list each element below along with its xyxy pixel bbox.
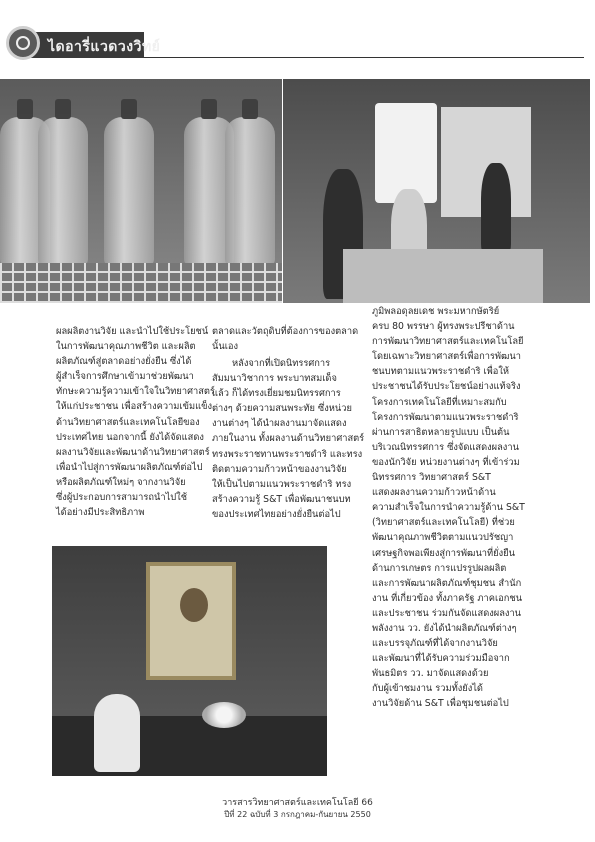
text-line: แล้ว ก็ได้ทรงเยี่ยมชมนิทรรศการ [212,388,341,400]
text-line: ประเทศไทย นอกจากนี้ ยังได้จัดแสดง [56,431,204,443]
bottle-shape [38,117,88,267]
text-line: ความสำเร็จในการนำความรู้ด้าน S&T [372,502,525,514]
article-column-mid-body [212,356,365,522]
text-line: และประชาชน ร่วมกันจัดแสดงผลงาน [372,607,522,619]
text-line: ของนักวิจัย หน่วยงานต่างๆ ที่เข้าร่วม [372,456,520,468]
bottle-shape [104,117,154,267]
text-line: ผลงานวิจัยและพัฒนาด้านวิทยาศาสตร์ [56,446,210,458]
text-line: ผ่านการสาธิตหลายรูปแบบ เป็นต้น [372,426,510,438]
text-line: นิทรรศการ วิทยาศาสตร์ S&T [372,472,491,484]
text-line: ภูมิพลอดุลยเดช พระมหากษัตริย์ [372,306,500,317]
text-line: งานต่างๆ ได้นำผลงานมาจัดแสดง [212,418,347,430]
text-line: ผลผลิตงานวิจัย และนำไปใช้ประโยชน์ [56,326,209,337]
text-line: ให้เป็นไปตามแนวพระราชดำริ ทรง [212,478,352,490]
text-line: พัฒนาคุณภาพชีวิตตามแนวปรัชญา [372,532,514,544]
portrait-figure [180,588,208,622]
text-line: โดยเฉพาะวิทยาศาสตร์เพื่อการพัฒนา [372,351,522,363]
photo-bottles [0,79,282,303]
text-line: ผลิตภัณฑ์สู่ตลาดอย่างยั่งยืน ซึ่งได้ [56,356,192,368]
section-header-emblem-icon [6,26,40,60]
text-line: งาน ที่เกี่ยวข้อง ทั้งภาครัฐ ภาคเอกชน [372,592,523,604]
text-line: (วิทยาศาสตร์และเทคโนโลยี) ที่ช่วย [372,517,515,529]
issue-info: ปีที่ 22 ฉบับที่ 3 กรกฎาคม-กันยายน 2550 [224,810,371,819]
text-line: ทรงพระราชทานพระราชดำริ และทรง [212,448,363,460]
text-line: ทักษะความรู้ความเข้าใจในวิทยาศาสตร์ [56,386,215,398]
text-line: ในการพัฒนาคุณภาพชีวิต และผลิต [56,341,196,353]
text-line: งานวิจัยด้าน S&T เพื่อชุมชนต่อไป [372,698,509,710]
bottle-shape [225,117,275,267]
text-line: แสดงผลงานความก้าวหน้าด้าน [372,487,496,499]
text-line: พันธมิตร วว. มาจัดแสดงด้วย [372,668,489,680]
text-line: ประชาชนได้รับประโยชน์อย่างแท้จริง [372,381,521,393]
lamp-shape [375,103,437,203]
photo-portrait-guestbook [52,546,327,776]
text-line: เพื่อนำไปสู่การพัฒนาผลิตภัณฑ์ต่อไป [56,461,203,473]
section-title: ไดอารี่แวดวงวิทย์ [48,39,161,55]
text-line: สร้างความรู้ S&T เพื่อพัฒนาชนบท [212,493,351,505]
text-line: นั้นเอง [212,341,239,353]
text-line: ภายในงาน ทั้งผลงานด้านวิทยาศาสตร์ [212,433,365,445]
photo-exhibition-booth [283,79,590,303]
text-line: ด้านการเกษตร การแปรรูปผลผลิต [372,562,507,574]
text-line: หรือผลิตภัณฑ์ใหม่ๆ จากงานวิจัย [56,476,186,488]
text-line: สัมมนาวิชาการ พระบาทสมเด็จ [212,373,337,385]
text-line: ผู้สำเร็จการศึกษาเข้ามาช่วยพัฒนา [56,371,194,383]
wire-rack [0,263,282,303]
text-line: และพัฒนาที่ได้รับความร่วมมือจาก [372,653,510,665]
text-line: และการพัฒนาผลิตภัณฑ์ชุมชน สำนัก [372,577,522,589]
article-column-right [372,304,532,712]
text-line: การพัฒนาวิทยาศาสตร์และเทคโนโลยี [372,336,524,348]
article-column-mid-top [212,324,359,354]
text-line: ของประเทศไทยอย่างยั่งยืนต่อไป [212,508,341,520]
text-line: ติดตามความก้าวหน้าของงานวิจัย [212,463,347,475]
text-line: ได้อย่างมีประสิทธิภาพ [56,507,145,519]
article-column-left [56,324,215,520]
text-line: ซึ่งผู้ประกอบการสามารถนำไปใช้ [56,492,188,504]
display-table [343,249,543,303]
text-line: โครงการพัฒนาตามแนวพระราชดำริ [372,411,519,423]
journal-name-page-number: วารสารวิทยาศาสตร์และเทคโนโลยี 66 [222,798,373,808]
text-line: ด้านวิทยาศาสตร์และเทคโนโลยีของ [56,416,200,428]
text-line: ต่างๆ ด้วยความสนพระทัย ซึ่งหน่วย [212,403,352,415]
text-line: บริเวณนิทรรศการ ซึ่งจัดแสดงผลงาน [372,441,519,453]
text-line: โครงการเทคโนโลยีที่เหมาะสมกับ [372,396,507,408]
text-line: ชนบทตามแนวพระราชดำริ เพื่อให้ [372,366,510,378]
text-line: เศรษฐกิจพอเพียงสู่การพัฒนาที่ยั่งยืน [372,547,515,559]
text-line: และบรรจุภัณฑ์ที่ได้จากงานวิจัย [372,638,498,650]
royal-portrait [146,562,236,680]
text-line: กับผู้เข้าชมงาน รวมทั้งยังได้ [372,683,483,695]
text-line: หลังจากที่เปิดนิทรรศการ [232,358,331,369]
header-divider [144,57,584,58]
text-line: พลังงาน วว. ยังได้นำผลิตภัณฑ์ต่างๆ [372,622,517,634]
text-line: ครบ 80 พรรษา ผู้ทรงพระปรีชาด้าน [372,321,515,333]
flower-arrangement [202,702,246,728]
seated-person [94,694,140,772]
staff-figure [481,163,511,253]
text-line: ให้แก่ประชาชน เพื่อสร้างความเข้มแข็ง [56,401,212,413]
text-line: ตลาดและวัตถุดิบที่ต้องการของตลาด [212,326,359,337]
